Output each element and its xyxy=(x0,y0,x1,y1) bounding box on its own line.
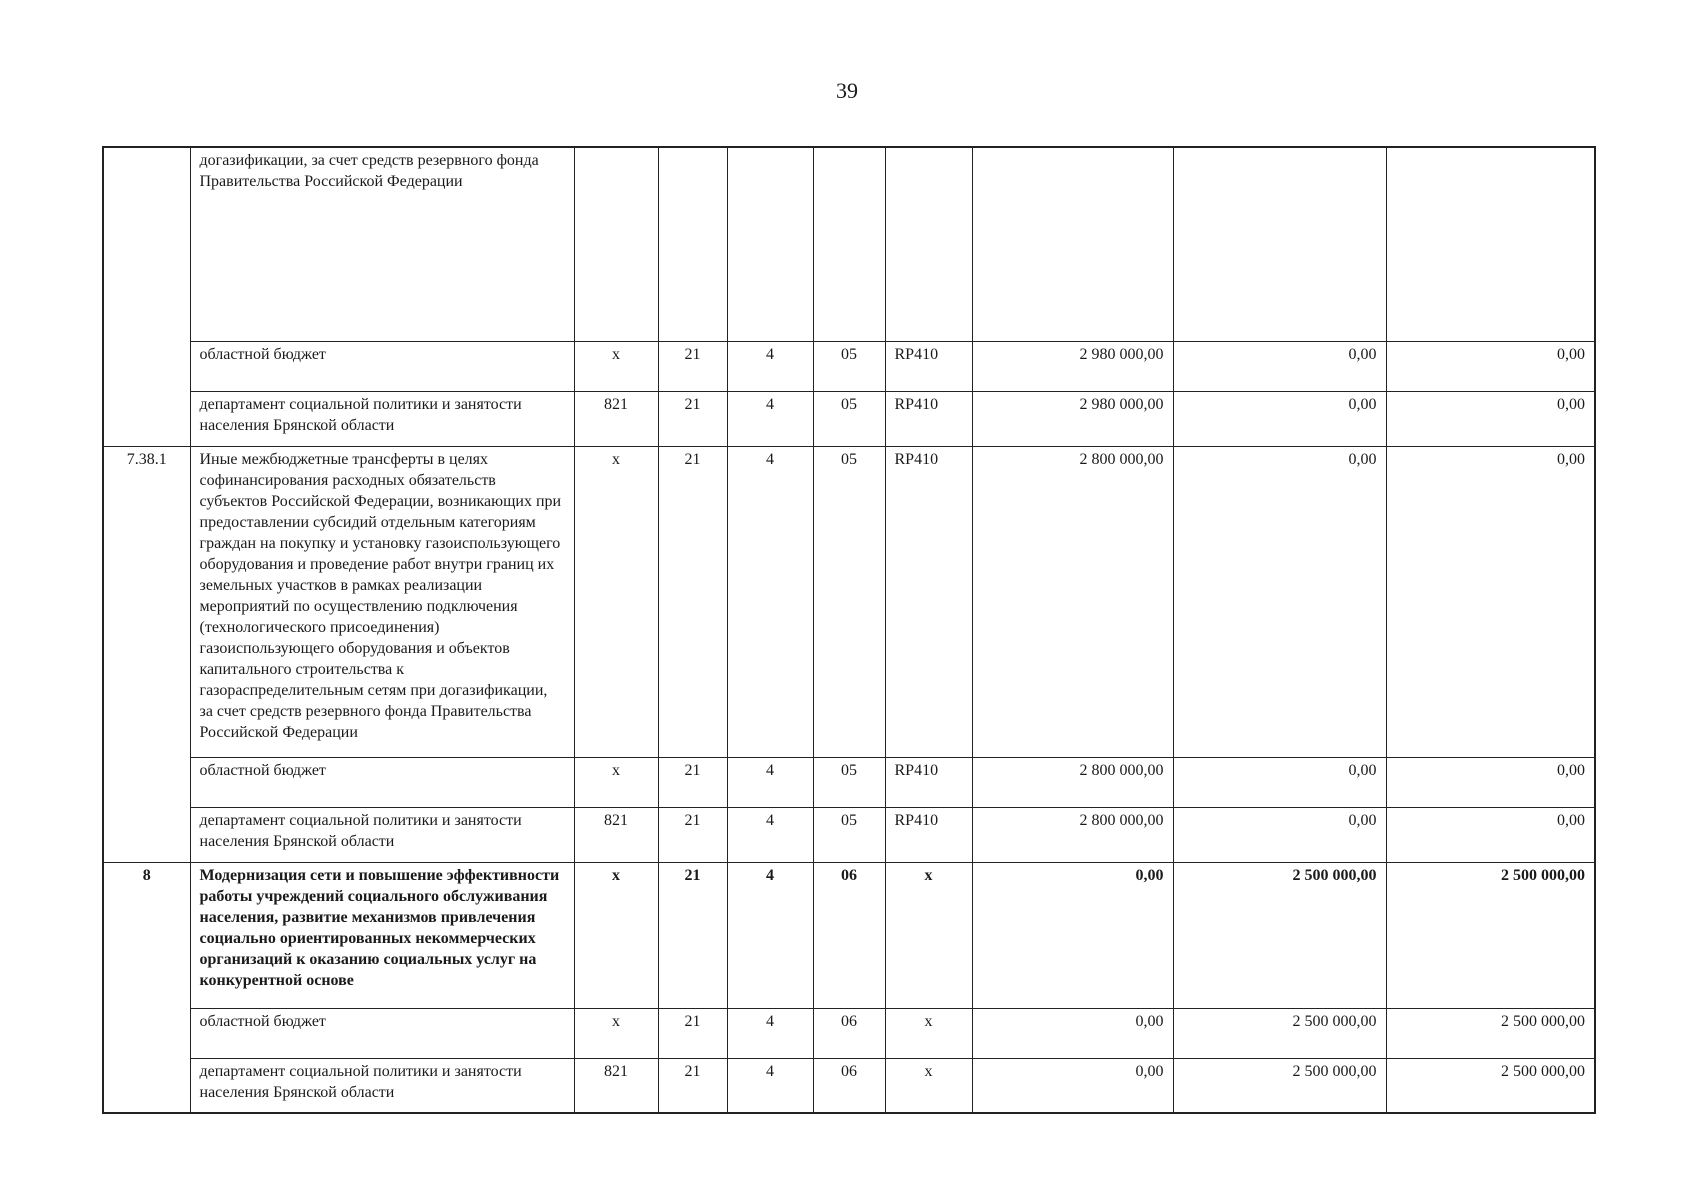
row-rz: 21 xyxy=(658,1008,727,1058)
row-year2: 0,00 xyxy=(1173,807,1386,862)
row-year1: 2 980 000,00 xyxy=(972,391,1173,446)
row-year1: 0,00 xyxy=(972,862,1173,1008)
row-pr: 4 xyxy=(727,391,813,446)
table-row xyxy=(103,341,1595,391)
row-grbs: 821 xyxy=(574,807,658,862)
row-cs2: RP410 xyxy=(885,391,972,446)
row-grbs: 821 xyxy=(574,1058,658,1113)
row-cs2: RP410 xyxy=(885,757,972,807)
row-number xyxy=(103,1008,190,1058)
row-cs1: 06 xyxy=(813,1058,885,1113)
row-year1: 0,00 xyxy=(972,1008,1173,1058)
row-number xyxy=(103,341,190,391)
row-year3: 0,00 xyxy=(1386,446,1595,757)
row-name: областной бюджет xyxy=(190,341,574,391)
row-year3: 0,00 xyxy=(1386,757,1595,807)
row-name: Иные межбюджетные трансферты в целях софинансирования расходных обязательств субъектов Российской Федерации, возникающих при предоставлении субсидий отдельным категориям граждан на покупку и установку газоиспользующего оборудования и проведение работ внутри границ их земельных участков в рамках реализации мероприятий по осуществлению подключения (технологического присоединения) газоиспользующего оборудования и объектов капитального строительства к газораспределительным сетям при догазификации, за счет средств резервного фонда Правительства Российской Федерации xyxy=(190,446,574,757)
table-row xyxy=(103,1008,1595,1058)
row-number xyxy=(103,391,190,446)
row-cs2 xyxy=(885,147,972,341)
row-name: Модернизация сети и повышение эффективности работы учреждений социального обслуживания населения, развитие механизмов привлечения социально ориентированных некоммерческих организаций к оказанию социальных услуг на конкурентной основе xyxy=(190,862,574,1008)
row-pr: 4 xyxy=(727,1008,813,1058)
row-number xyxy=(103,807,190,862)
row-year2: 2 500 000,00 xyxy=(1173,862,1386,1008)
row-number: 7.38.1 xyxy=(103,446,190,757)
row-year3 xyxy=(1386,147,1595,341)
row-name: догазификации, за счет средств резервного фонда Правительства Российской Федерации xyxy=(190,147,574,341)
row-pr: 4 xyxy=(727,807,813,862)
row-grbs: 821 xyxy=(574,391,658,446)
row-pr: 4 xyxy=(727,757,813,807)
row-year2: 0,00 xyxy=(1173,341,1386,391)
row-grbs: x xyxy=(574,862,658,1008)
row-year2: 0,00 xyxy=(1173,391,1386,446)
row-cs1 xyxy=(813,147,885,341)
row-year1: 2 800 000,00 xyxy=(972,807,1173,862)
row-cs2: RP410 xyxy=(885,446,972,757)
row-year1: 2 800 000,00 xyxy=(972,446,1173,757)
row-cs1: 05 xyxy=(813,807,885,862)
row-year2: 2 500 000,00 xyxy=(1173,1058,1386,1113)
row-year3: 2 500 000,00 xyxy=(1386,1008,1595,1058)
row-number xyxy=(103,757,190,807)
row-year1: 2 980 000,00 xyxy=(972,341,1173,391)
row-name: департамент социальной политики и занятости населения Брянской области xyxy=(190,391,574,446)
row-name: областной бюджет xyxy=(190,757,574,807)
row-cs2: x xyxy=(885,1008,972,1058)
row-year3: 0,00 xyxy=(1386,807,1595,862)
row-cs2: x xyxy=(885,862,972,1008)
row-year3: 2 500 000,00 xyxy=(1386,862,1595,1008)
row-number xyxy=(103,1058,190,1113)
row-grbs: x xyxy=(574,341,658,391)
row-grbs xyxy=(574,147,658,341)
row-year1: 0,00 xyxy=(972,1058,1173,1113)
row-cs2: RP410 xyxy=(885,341,972,391)
row-name: областной бюджет xyxy=(190,1008,574,1058)
row-pr: 4 xyxy=(727,862,813,1008)
row-cs1: 05 xyxy=(813,757,885,807)
row-rz xyxy=(658,147,727,341)
page-number: 39 xyxy=(836,78,858,103)
row-year2: 2 500 000,00 xyxy=(1173,1008,1386,1058)
row-year2: 0,00 xyxy=(1173,757,1386,807)
row-cs1: 06 xyxy=(813,1008,885,1058)
row-grbs: x xyxy=(574,757,658,807)
row-cs2: x xyxy=(885,1058,972,1113)
row-year2: 0,00 xyxy=(1173,446,1386,757)
row-pr: 4 xyxy=(727,446,813,757)
table-row xyxy=(103,807,1595,862)
row-cs1: 05 xyxy=(813,341,885,391)
budget-table xyxy=(102,146,1596,1114)
row-year1: 2 800 000,00 xyxy=(972,757,1173,807)
table-row xyxy=(103,446,1595,757)
row-year3: 2 500 000,00 xyxy=(1386,1058,1595,1113)
row-grbs: x xyxy=(574,446,658,757)
table-row xyxy=(103,391,1595,446)
row-pr: 4 xyxy=(727,341,813,391)
row-number xyxy=(103,147,190,341)
row-pr: 4 xyxy=(727,1058,813,1113)
row-name: департамент социальной политики и занятости населения Брянской области xyxy=(190,807,574,862)
row-year1 xyxy=(972,147,1173,341)
table-row xyxy=(103,757,1595,807)
row-year3: 0,00 xyxy=(1386,341,1595,391)
row-year2 xyxy=(1173,147,1386,341)
row-rz: 21 xyxy=(658,807,727,862)
row-year3: 0,00 xyxy=(1386,391,1595,446)
row-rz: 21 xyxy=(658,391,727,446)
row-rz: 21 xyxy=(658,446,727,757)
row-rz: 21 xyxy=(658,1058,727,1113)
row-grbs: x xyxy=(574,1008,658,1058)
row-cs1: 05 xyxy=(813,446,885,757)
row-pr xyxy=(727,147,813,341)
table-row xyxy=(103,862,1595,1008)
table-row xyxy=(103,147,1595,341)
row-number: 8 xyxy=(103,862,190,1008)
row-rz: 21 xyxy=(658,341,727,391)
row-cs1: 06 xyxy=(813,862,885,1008)
row-rz: 21 xyxy=(658,757,727,807)
row-rz: 21 xyxy=(658,862,727,1008)
table-row xyxy=(103,1058,1595,1113)
row-name: департамент социальной политики и занятости населения Брянской области xyxy=(190,1058,574,1113)
row-cs2: RP410 xyxy=(885,807,972,862)
row-cs1: 05 xyxy=(813,391,885,446)
